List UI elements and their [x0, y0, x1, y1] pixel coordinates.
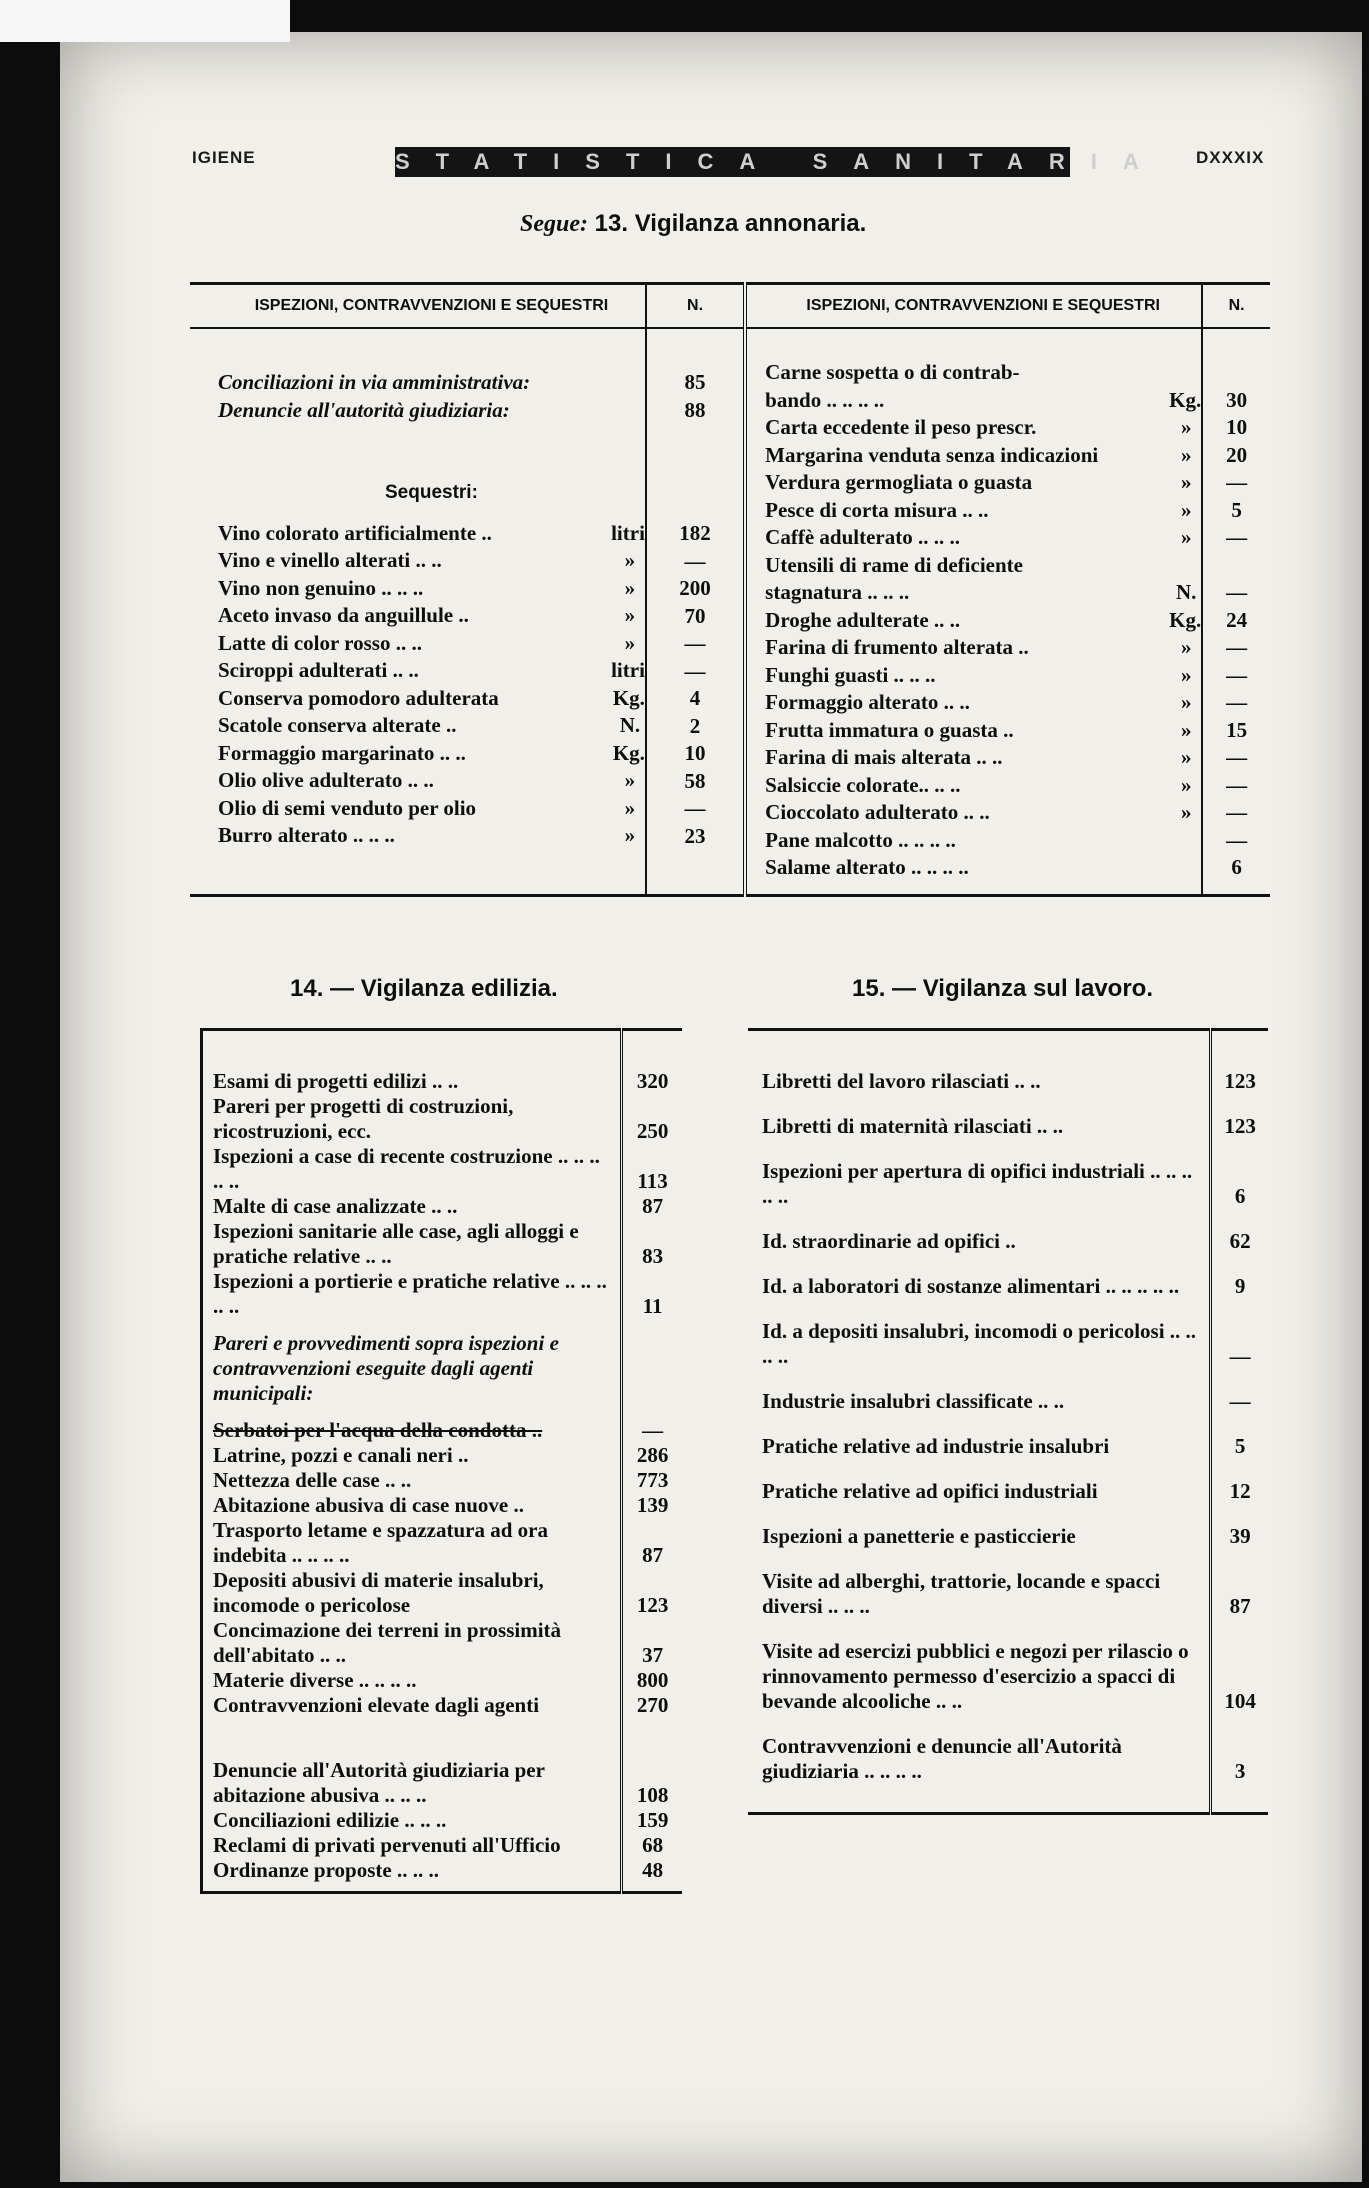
edilizia-a-label: Pareri per progetti di costruzioni, ricostruzioni, ecc. — [213, 1094, 514, 1143]
sequestro-right-label: Frutta immatura o guasta .. — [765, 717, 1014, 742]
sequestro-left-row — [218, 520, 645, 548]
sequestro-right-label: Farina di frumento alterata .. — [765, 635, 1029, 659]
sequestro-left-label: Olio olive adulterato .. .. — [218, 768, 434, 792]
sequestro-left-row — [218, 740, 645, 768]
lavoro-label: Id. straordinarie ad opifici .. — [762, 1229, 1016, 1253]
sequestro-left-unit: N. — [619, 713, 641, 737]
conciliazioni-value: 85 — [684, 370, 706, 394]
edilizia-values-b — [623, 1418, 682, 1718]
edilizia-b-item — [213, 1468, 610, 1493]
sequestro-right-value: — — [1226, 580, 1248, 604]
sequestro-left-unit: » — [624, 548, 636, 572]
sequestro-right-label: Droghe adulterate .. .. — [765, 607, 961, 632]
edilizia-a-item — [213, 1219, 610, 1269]
running-head-left: IGIENE — [192, 148, 256, 167]
section15-title: 15. — Vigilanza sul lavoro. — [852, 975, 1153, 1002]
sequestro-right-label: Verdura germogliata o guasta — [765, 470, 1033, 494]
sequestro-left-row — [218, 822, 645, 850]
sequestro-right-label: bando .. .. .. .. — [765, 387, 885, 412]
lavoro-item — [762, 1734, 1199, 1784]
lavoro-label: Pratiche relative ad industrie insalubri — [762, 1434, 1110, 1458]
sequestro-right-label: Salame alterato .. .. .. .. — [765, 855, 969, 879]
edilizia-b-value: 800 — [636, 1668, 669, 1692]
sequestro-left-label: Vino colorato artificialmente .. — [218, 520, 492, 545]
sequestro-right-unit: » — [1180, 415, 1192, 439]
edilizia-b-label: Nettezza delle case .. .. — [213, 1468, 412, 1492]
sequestro-right-label: Formaggio alterato .. .. — [765, 690, 970, 714]
sequestri-list-right — [765, 359, 1201, 882]
sequestro-left-value: 70 — [684, 603, 706, 628]
sequestro-right-label: Cioccolato adulterato .. .. — [765, 800, 990, 824]
sequestro-right-row — [765, 524, 1201, 552]
sequestro-left-unit: litri — [611, 658, 645, 682]
lavoro-item — [762, 1479, 1199, 1504]
sequestro-right-label: Farina di mais alterata .. .. — [765, 745, 1003, 769]
sequestro-right-value — [1203, 359, 1270, 387]
lavoro-item — [762, 1069, 1199, 1094]
lavoro-value: 6 — [1234, 1184, 1246, 1208]
sequestro-left-row — [218, 712, 645, 740]
sequestro-left-label: Scatole conserva alterate .. — [218, 713, 457, 737]
lavoro-items — [762, 1069, 1199, 1784]
sequestro-right-label: Funghi guasti .. .. .. — [765, 662, 936, 687]
edilizia-b-item — [213, 1493, 610, 1518]
sequestro-right-value: 30 — [1226, 387, 1248, 412]
lavoro-item — [762, 1434, 1199, 1459]
sequestro-right-label: stagnatura .. .. .. — [765, 580, 910, 604]
sequestro-left-row — [218, 795, 645, 823]
edilizia-b-label: Depositi abusivi di materie insalubri, incomode o pericolose — [213, 1568, 544, 1617]
lavoro-labels — [748, 1030, 1211, 1814]
edilizia-c-item — [213, 1858, 610, 1883]
edilizia-c-item — [213, 1833, 610, 1858]
edilizia-subheading: Pareri e provvedimenti sopra ispezioni e contravvenzioni eseguite dagli agenti municipali: — [213, 1331, 559, 1405]
edilizia-b-label: Trasporto letame e spazzatura ad ora indebita .. .. .. .. — [213, 1518, 548, 1567]
sequestro-left-unit: » — [624, 823, 636, 847]
edilizia-a-value: 250 — [636, 1119, 669, 1143]
edilizia-b-label: Serbatoi per l'acqua della condotta .. — [213, 1418, 543, 1442]
denuncie-label: Denuncie all'autorità giudiziaria: — [218, 397, 510, 422]
edilizia-a-value: 113 — [637, 1169, 668, 1193]
sequestro-left-value: 58 — [684, 768, 706, 793]
edilizia-a-value: 11 — [642, 1294, 663, 1318]
edilizia-b-item — [213, 1518, 610, 1568]
header-n-right: N. — [1202, 284, 1270, 329]
sequestro-right-unit: » — [1180, 717, 1192, 742]
lavoro-value: 39 — [1229, 1524, 1251, 1548]
edilizia-labels — [202, 1030, 622, 1893]
sequestro-right-row — [765, 607, 1201, 635]
edilizia-c-item — [213, 1808, 610, 1833]
lavoro-label: Industrie insalubri classificate .. .. — [762, 1389, 1065, 1413]
sequestro-right-value: — — [1226, 662, 1248, 687]
edilizia-b-item — [213, 1668, 610, 1693]
sequestro-right-value: 15 — [1226, 717, 1248, 742]
edilizia-a-label: Ispezioni a portierie e pratiche relative .. .. .. .. .. — [213, 1269, 607, 1318]
sequestri-label: Sequestri: — [385, 482, 478, 503]
edilizia-b-item — [213, 1418, 610, 1443]
lavoro-item — [762, 1639, 1199, 1714]
sequestro-right-row — [765, 442, 1201, 470]
header-left: ISPEZIONI, CONTRAVVENZIONI E SEQUESTRI — [190, 284, 646, 329]
lavoro-item — [762, 1389, 1199, 1414]
lavoro-label: Id. a depositi insalubri, incomodi o pericolosi .. .. .. .. — [762, 1319, 1197, 1368]
sequestro-right-row — [765, 579, 1201, 607]
lavoro-label: Ispezioni a panetterie e pasticcierie — [762, 1524, 1076, 1548]
sequestro-left-value: 2 — [689, 713, 701, 738]
lavoro-item — [762, 1274, 1199, 1299]
sequestro-right-label: Carne sospetta o di contrab- — [765, 360, 1020, 384]
lavoro-value: 5 — [1234, 1434, 1246, 1458]
sequestro-left-unit: » — [624, 603, 636, 627]
edilizia-b-value: 37 — [642, 1643, 664, 1667]
lavoro-value: 9 — [1234, 1274, 1246, 1298]
sequestro-right-unit: » — [1180, 690, 1192, 714]
section13-prefix: Segue: — [520, 211, 588, 237]
sequestro-right-row — [765, 387, 1201, 415]
sequestro-right-unit: » — [1180, 635, 1192, 659]
sequestro-right-value: — — [1226, 635, 1248, 659]
sequestro-left-unit: litri — [611, 520, 645, 545]
sequestro-right-value: 10 — [1226, 415, 1248, 439]
edilizia-a-value: 320 — [636, 1069, 669, 1093]
sequestro-right-unit: Kg. — [1169, 387, 1202, 412]
sequestro-right-value: — — [1226, 525, 1248, 549]
sequestro-right-row — [765, 689, 1201, 717]
edilizia-b-item — [213, 1693, 610, 1718]
sequestro-left-label: Latte di color rosso .. .. — [218, 630, 422, 655]
sequestro-right-row — [765, 799, 1201, 827]
edilizia-b-item — [213, 1443, 610, 1468]
sequestro-right-row — [765, 854, 1201, 882]
lavoro-label: Ispezioni per apertura di opifici industriali .. .. .. .. .. — [762, 1159, 1193, 1208]
edilizia-b-item — [213, 1618, 610, 1668]
sequestro-left-row — [218, 685, 645, 713]
edilizia-b-value: 87 — [642, 1543, 664, 1567]
sequestro-left-unit: » — [624, 630, 636, 655]
sequestro-right-unit: » — [1180, 662, 1192, 687]
sequestro-right-label: Utensili di rame di deficiente — [765, 552, 1023, 577]
sequestro-right-label: Salsiccie colorate.. .. .. — [765, 772, 961, 797]
lavoro-item — [762, 1569, 1199, 1619]
sequestro-left-row — [218, 767, 645, 795]
edilizia-c-value: 48 — [642, 1858, 664, 1882]
sequestro-right-value: 6 — [1231, 855, 1242, 879]
edilizia-a-label: Esami di progetti edilizi .. .. — [213, 1069, 459, 1093]
lavoro-label: Libretti del lavoro rilasciati .. .. — [762, 1069, 1041, 1093]
edilizia-b-value: 270 — [636, 1693, 669, 1717]
sequestro-right-value: — — [1226, 800, 1248, 824]
sequestro-right-label: Pane malcotto .. .. .. .. — [765, 827, 956, 852]
edilizia-c-item — [213, 1758, 610, 1808]
running-head-right: DXXXIX — [1196, 148, 1265, 167]
edilizia-a-label: Malte di case analizzate .. .. — [213, 1194, 458, 1218]
lavoro-value: 123 — [1224, 1114, 1256, 1138]
lavoro-item — [762, 1524, 1199, 1549]
lavoro-values — [1211, 1030, 1268, 1814]
sequestro-right-row — [765, 827, 1201, 855]
sequestro-right-unit: » — [1180, 772, 1192, 797]
running-head-center: STATISTICA SANITARIA — [395, 147, 1070, 177]
sequestro-left-label: Olio di semi venduto per olio — [218, 795, 477, 820]
edilizia-c-value: 159 — [636, 1808, 669, 1832]
edilizia-a-label: Ispezioni sanitarie alle case, agli alloggi e pratiche relative .. .. — [213, 1219, 579, 1268]
edilizia-b-label: Latrine, pozzi e canali neri .. — [213, 1443, 469, 1467]
sequestro-left-row — [218, 575, 645, 603]
sequestro-right-unit: Kg. — [1169, 607, 1202, 632]
edilizia-c-label: Conciliazioni edilizie .. .. .. — [213, 1808, 447, 1832]
sequestro-right-unit: N. — [1175, 580, 1197, 604]
lavoro-item — [762, 1319, 1199, 1369]
sequestro-left-row — [218, 657, 645, 685]
sequestro-left-label: Sciroppi adulterati .. .. — [218, 658, 419, 682]
table-vigilanza-annonaria — [190, 282, 1270, 897]
table-vigilanza-lavoro — [748, 1028, 1268, 1815]
sequestro-right-unit: » — [1180, 470, 1192, 494]
edilizia-a-item — [213, 1144, 610, 1194]
lavoro-item — [762, 1114, 1199, 1139]
edilizia-a-item — [213, 1269, 610, 1319]
lavoro-label: Contravvenzioni e denuncie all'Autorità giudiziaria .. .. .. .. — [762, 1734, 1122, 1783]
sequestro-left-value: 23 — [684, 823, 706, 848]
sequestro-left-value: — — [684, 658, 706, 683]
sequestro-right-unit — [1171, 854, 1201, 882]
edilizia-b-value: 773 — [636, 1468, 669, 1492]
sequestro-right-unit: » — [1180, 442, 1192, 467]
sequestro-right-unit: » — [1180, 745, 1192, 769]
sequestro-right-label: Pesce di corta misura .. .. — [765, 497, 989, 522]
sequestro-left-label: Conserva pomodoro adulterata — [218, 685, 499, 710]
edilizia-b-value: 123 — [636, 1593, 669, 1617]
sequestro-left-unit: » — [624, 575, 636, 600]
sequestro-left-unit: Kg. — [612, 685, 645, 710]
lavoro-label: Pratiche relative ad opifici industriali — [762, 1479, 1098, 1503]
edilizia-items-c — [213, 1758, 610, 1883]
sequestro-left-unit: » — [624, 768, 636, 792]
edilizia-c-label: Ordinanze proposte .. .. .. — [213, 1858, 439, 1882]
conciliazioni-label: Conciliazioni in via amministrativa: — [218, 370, 531, 394]
edilizia-c-value: 108 — [636, 1783, 669, 1807]
edilizia-b-label: Abitazione abusiva di case nuove .. — [213, 1493, 524, 1517]
lavoro-value: 104 — [1224, 1689, 1256, 1713]
lavoro-value: 62 — [1229, 1229, 1251, 1253]
sequestro-right-value: — — [1226, 470, 1248, 494]
lavoro-label: Visite ad alberghi, trattorie, locande e spacci diversi .. .. .. — [762, 1569, 1161, 1618]
sequestro-right-label: Margarina venduta senza indicazioni — [765, 442, 1099, 467]
edilizia-a-label: Ispezioni a case di recente costruzione .. .. .. .. .. — [213, 1144, 600, 1193]
edilizia-items-a — [213, 1069, 610, 1319]
section14-title: 14. — Vigilanza edilizia. — [290, 975, 558, 1002]
edilizia-items-b — [213, 1418, 610, 1718]
sequestro-right-value: — — [1226, 772, 1248, 797]
sequestro-right-value: 20 — [1226, 442, 1248, 467]
lavoro-value: — — [1229, 1389, 1251, 1413]
sequestro-left-label: Burro alterato .. .. .. — [218, 823, 395, 847]
edilizia-b-value: 139 — [636, 1493, 669, 1517]
edilizia-a-value: 83 — [642, 1244, 664, 1268]
sequestro-right-row — [765, 717, 1201, 745]
edilizia-b-item — [213, 1568, 610, 1618]
lavoro-value: 12 — [1229, 1479, 1251, 1503]
edilizia-b-label: Materie diverse .. .. .. .. — [213, 1668, 417, 1692]
edilizia-b-value: 286 — [636, 1443, 669, 1467]
sequestri-list-left — [218, 520, 645, 850]
section13-title — [520, 210, 866, 238]
sequestro-left-row — [218, 602, 645, 630]
sequestro-right-row — [765, 469, 1201, 497]
lavoro-item — [762, 1159, 1199, 1209]
sequestro-left-row — [218, 630, 645, 658]
edilizia-b-value: — — [642, 1418, 664, 1442]
edilizia-c-value: 68 — [642, 1833, 664, 1857]
sequestro-right-unit — [1171, 827, 1201, 855]
sequestro-right-unit — [1171, 552, 1201, 580]
lavoro-value: 123 — [1224, 1069, 1256, 1093]
header-right: ISPEZIONI, CONTRAVVENZIONI E SEQUESTRI — [745, 284, 1202, 329]
sequestro-right-unit — [1171, 359, 1201, 387]
sequestro-right-unit: » — [1180, 800, 1192, 824]
edilizia-a-item — [213, 1194, 610, 1219]
sequestro-right-value: — — [1226, 690, 1248, 714]
left-items-column — [190, 328, 646, 895]
sequestro-left-unit: Kg. — [612, 740, 645, 765]
sequestro-right-row — [765, 552, 1201, 580]
sequestro-right-value: 5 — [1231, 497, 1242, 522]
lavoro-value: 3 — [1234, 1759, 1246, 1783]
sequestri-values-right — [1203, 359, 1270, 879]
sequestro-right-value: — — [1226, 745, 1248, 769]
sequestri-values-left — [647, 520, 743, 848]
edilizia-values-c — [623, 1758, 682, 1883]
edilizia-a-value: 87 — [642, 1194, 664, 1218]
sequestro-right-row — [765, 744, 1201, 772]
sequestro-right-row — [765, 497, 1201, 525]
sequestro-left-label: Vino non genuino .. .. .. — [218, 575, 424, 600]
sequestro-right-row — [765, 772, 1201, 800]
sequestro-left-unit: » — [624, 795, 636, 820]
sequestro-right-unit: » — [1180, 525, 1192, 549]
edilizia-b-label: Concimazione dei terreni in prossimità dell'abitato .. .. — [213, 1618, 562, 1667]
sequestro-left-value: 10 — [684, 741, 706, 765]
sequestro-right-unit: » — [1180, 497, 1192, 522]
sequestro-right-row — [765, 634, 1201, 662]
edilizia-a-item — [213, 1094, 610, 1144]
sequestro-right-value: 24 — [1226, 607, 1248, 632]
sequestro-left-value: — — [684, 796, 706, 820]
lavoro-item — [762, 1229, 1199, 1254]
sequestro-left-label: Vino e vinello alterati .. .. — [218, 548, 442, 572]
sequestro-left-value: 200 — [679, 576, 711, 600]
section13-title-text: 13. Vigilanza annonaria. — [594, 210, 867, 237]
edilizia-c-label: Denuncie all'Autorità giudiziaria per abitazione abusiva .. .. .. — [213, 1758, 545, 1807]
lavoro-label: Libretti di maternità rilasciati .. .. — [762, 1114, 1064, 1138]
lavoro-label: Visite ad esercizi pubblici e negozi per rilascio o rinnovamento permesso d'esercizio a spacci di bevande alcooliche .. .. — [762, 1639, 1189, 1713]
denuncie-value: 88 — [684, 397, 706, 422]
sequestro-left-value: — — [684, 548, 706, 573]
table-vigilanza-edilizia — [200, 1028, 682, 1894]
sequestro-left-value: 182 — [679, 521, 711, 545]
edilizia-values — [622, 1030, 682, 1893]
lavoro-value: — — [1229, 1344, 1251, 1368]
lavoro-value: 87 — [1229, 1594, 1251, 1618]
sequestro-right-row — [765, 414, 1201, 442]
sequestro-left-label: Aceto invaso da anguillule .. — [218, 603, 469, 627]
scan-corner — [0, 0, 290, 42]
sequestro-right-value: — — [1226, 827, 1248, 852]
sequestro-right-row — [765, 359, 1201, 387]
edilizia-values-a — [623, 1069, 682, 1319]
header-n-left: N. — [646, 284, 745, 329]
right-items-column — [745, 328, 1202, 895]
sequestro-right-label: Caffè adulterato .. .. .. — [765, 525, 960, 549]
edilizia-b-label: Contravvenzioni elevate dagli agenti — [213, 1693, 540, 1717]
edilizia-c-label: Reclami di privati pervenuti all'Ufficio — [213, 1833, 561, 1857]
sequestro-right-row — [765, 662, 1201, 690]
sequestro-right-value — [1203, 552, 1270, 580]
sequestro-right-label: Carta eccedente il peso prescr. — [765, 415, 1037, 439]
sequestro-left-label: Formaggio margarinato .. .. — [218, 740, 466, 765]
sequestro-left-row — [218, 547, 645, 575]
lavoro-label: Id. a laboratori di sostanze alimentari .. .. .. .. .. — [762, 1274, 1180, 1298]
left-values-column — [646, 328, 745, 895]
sequestro-left-value: — — [684, 631, 706, 655]
sequestro-left-value: 4 — [689, 686, 701, 710]
right-values-column — [1202, 328, 1270, 895]
edilizia-a-item — [213, 1069, 610, 1094]
lavoro-values-list — [1212, 1069, 1268, 1784]
